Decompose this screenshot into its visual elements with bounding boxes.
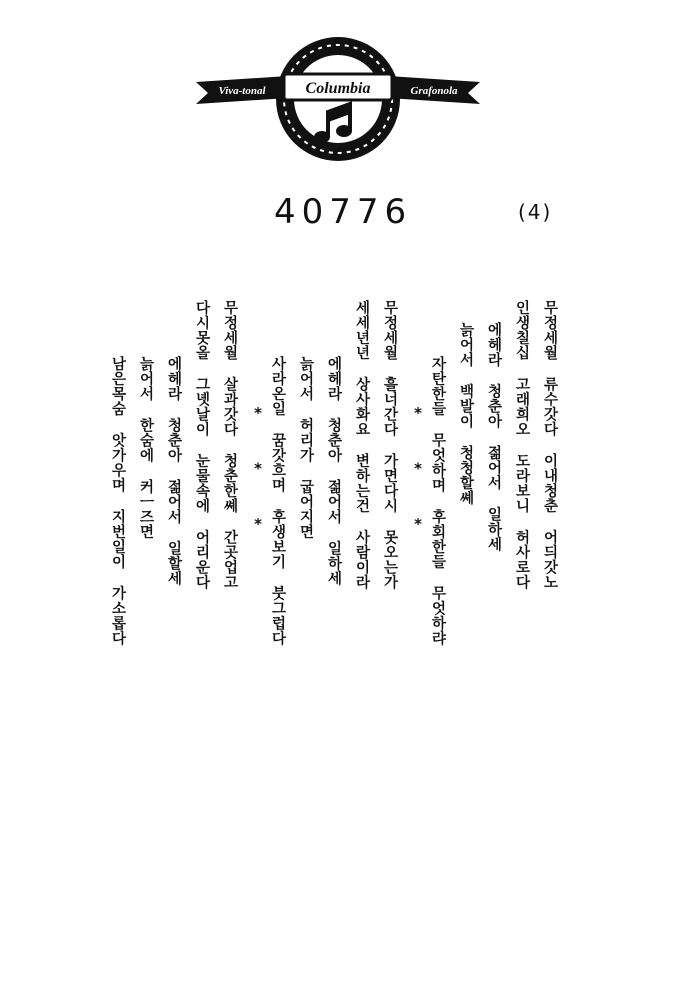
lyric-line: 인생칠십 고래희오 도라보니 허사로다 — [513, 300, 530, 590]
lyric-line: 무정세월 흘너간다 가면다시 못오는가 — [381, 300, 398, 590]
catalog-number: 40776 — [274, 192, 413, 232]
lyric-line: 에헤라 청춘아 젊어서 일할세 — [165, 356, 182, 586]
side-number: (4) — [518, 200, 553, 224]
lyric-line: 무정세월 살과갓다 청춘한쎼 간곳업고 — [221, 300, 238, 590]
lyric-line: 남은목숨 앗가우며 지번일이 가소롭다 — [109, 356, 126, 646]
lyric-line: 에헤라 청춘아 젊어서 일하세 — [325, 356, 342, 586]
stanza-divider: * * * — [409, 404, 427, 534]
logo-left-text: Viva-tonal — [218, 85, 266, 97]
lyric-line: 사라온일 꿈갓흐며 후생보기 붓그럽다 — [269, 356, 286, 646]
lyric-line: 다시못올 그녯날이 눈물속에 어리운다 — [193, 300, 210, 590]
lyric-line: 늙어서 허리가 굽어지면 — [297, 356, 314, 539]
lyrics-block — [100, 300, 570, 690]
lyric-line: 세세년년 상사화요 변하는건 사람이라 — [353, 300, 370, 590]
lyric-line: 에헤라 청춘아 젊어서 일하세 — [485, 322, 502, 552]
lyric-line: 자탄한들 무엇하며 후회한들 무엇하랴 — [429, 356, 446, 646]
logo-brand-text: Columbia — [305, 80, 371, 97]
lyric-line: 늙어서 한숨에 커ㅡ즈면 — [137, 356, 154, 539]
logo-right-text: Grafonola — [410, 85, 458, 97]
columbia-logo — [188, 34, 488, 164]
lyric-line: 늙어서 백발이 청청할쎼 — [457, 322, 474, 505]
lyric-line: 무정세월 류수갓다 이내청춘 어듸갓노 — [541, 300, 558, 590]
stanza-divider: * * * — [249, 404, 267, 534]
columbia-logo-graphic — [188, 34, 488, 164]
